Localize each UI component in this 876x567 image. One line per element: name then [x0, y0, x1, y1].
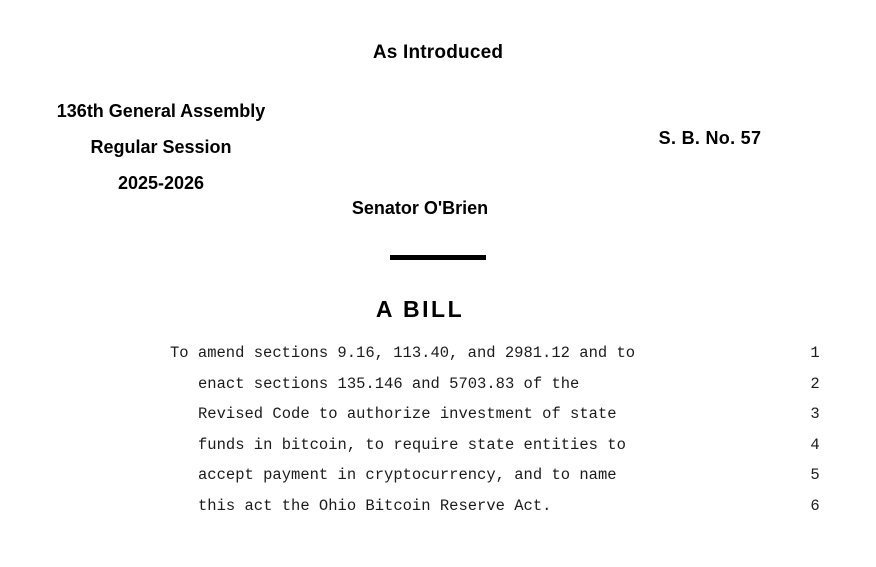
sponsor-label: Senator O'Brien — [351, 198, 489, 218]
bill-number-label: S. B. No. 57 — [658, 128, 762, 148]
status-heading: As Introduced — [372, 42, 504, 63]
bill-line-number: 3 — [810, 405, 820, 423]
session-label: Regular Session — [90, 137, 232, 157]
bill-line-number: 1 — [810, 344, 820, 362]
header-divider — [0, 255, 876, 260]
bill-body-text — [0, 342, 876, 525]
bill-line — [0, 464, 876, 495]
bill-line — [0, 495, 876, 526]
bill-line — [0, 373, 876, 404]
session-years-label: 2025-2026 — [117, 173, 205, 193]
general-assembly-label: 136th General Assembly — [56, 101, 266, 121]
bill-line-number: 6 — [810, 496, 820, 515]
bill-heading: A BILL — [375, 296, 465, 322]
bill-line — [0, 434, 876, 465]
bill-line-number: 5 — [810, 466, 820, 484]
bill-line-text: funds in bitcoin, to require state entities to — [198, 435, 626, 454]
assembly-info-block — [18, 93, 304, 201]
bill-line-text: accept payment in cryptocurrency, and to name — [198, 466, 617, 484]
divider-rule — [390, 255, 486, 260]
bill-line-number: 4 — [810, 435, 820, 454]
bill-line-number: 2 — [810, 374, 820, 393]
bill-line-text: this act the Ohio Bitcoin Reserve Act. — [198, 496, 552, 515]
bill-line-text: To amend sections 9.16, 113.40, and 2981.12 and to — [170, 344, 636, 362]
bill-line — [0, 342, 876, 373]
bill-line-text: Revised Code to authorize investment of state — [198, 405, 617, 423]
bill-line — [0, 403, 876, 434]
bill-line-text: enact sections 135.146 and 5703.83 of the — [198, 374, 580, 393]
